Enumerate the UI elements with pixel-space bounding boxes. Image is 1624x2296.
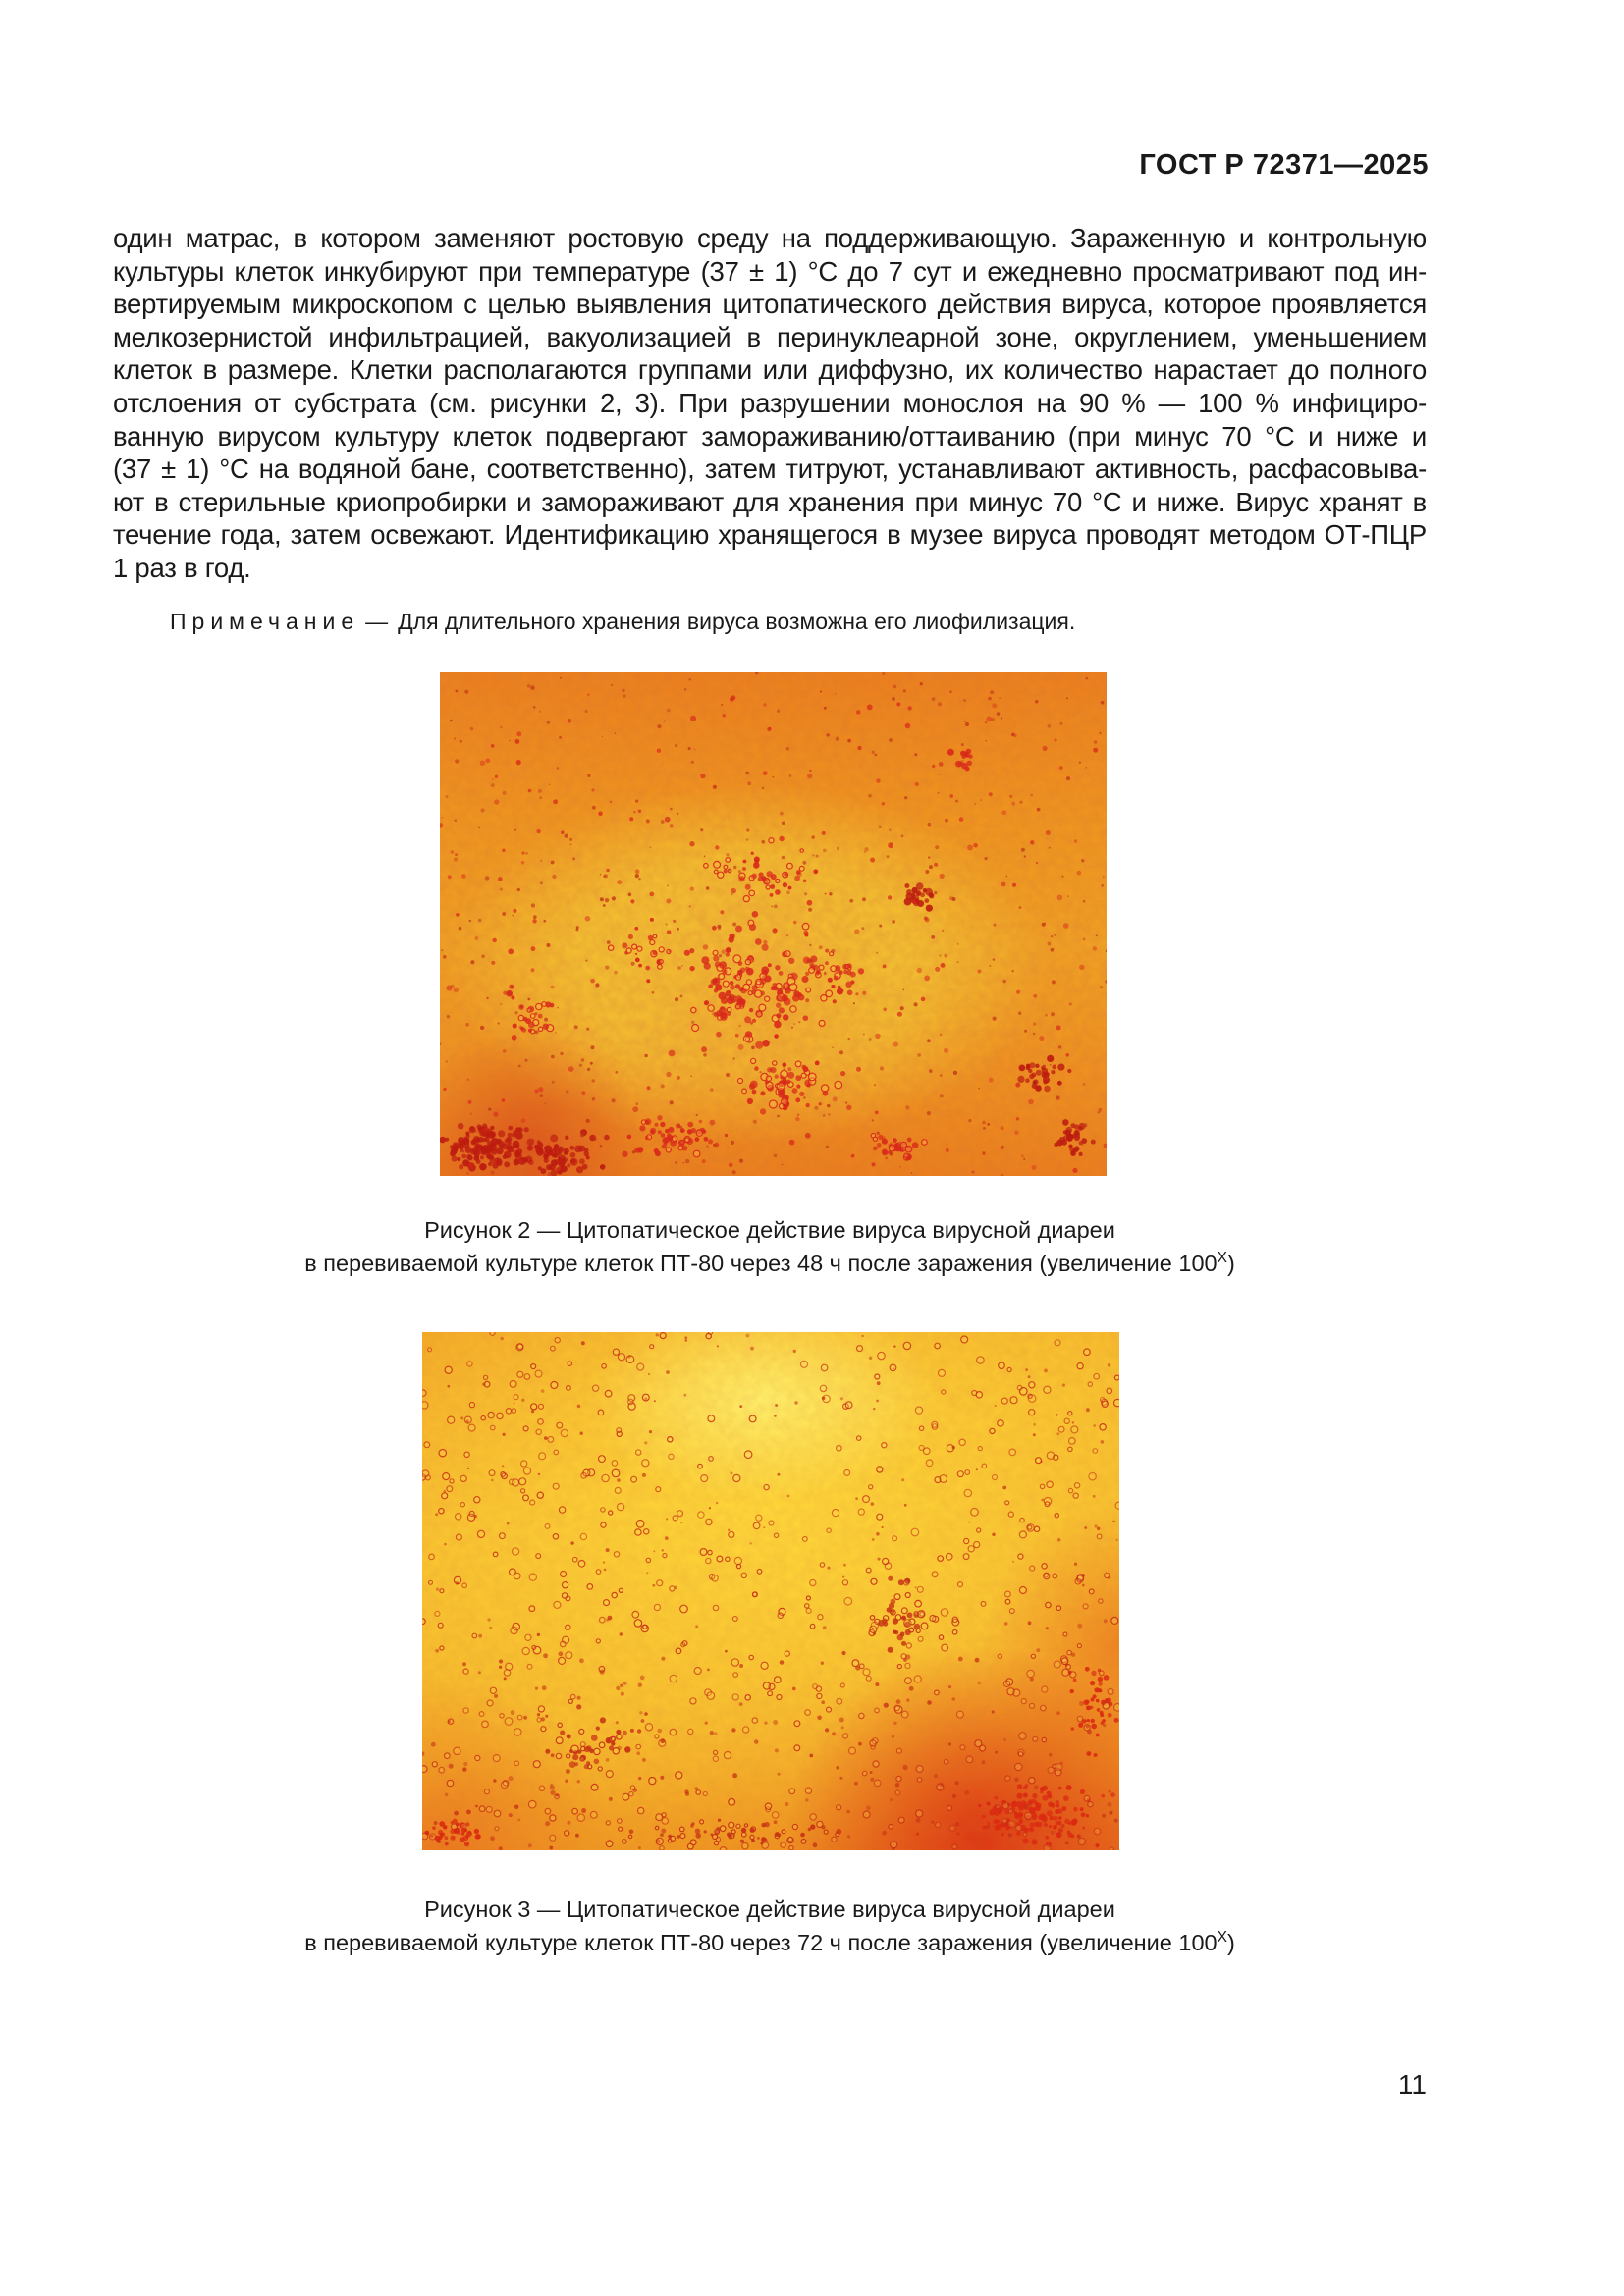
note-paragraph (113, 608, 1427, 635)
paragraph-line: один матрас, в котором заменяют ростовую среду на поддерживающую. Зараженную и контрольную (113, 223, 1427, 253)
figure-2-caption-line2: в перевиваемой культуре клеток ПТ-80 через 48 ч после заражения (увеличение $100^Х$) (304, 1250, 1235, 1276)
paragraph-line: (37 ± 1) °С на водяной бане, соответственно), затем титруют, устанавливают активность, расфасовыва- (113, 454, 1427, 485)
figure-3-caption (113, 1893, 1427, 1959)
paragraph-line: вертируемым микроскопом с целью выявления цитопатического действия вируса, которое проявляется (113, 289, 1427, 320)
paragraph-line: культуры клеток инкубируют при температуре (37 ± 1) °С до 7 сут и ежедневно просматривают под ин- (113, 255, 1427, 287)
magnification-superscript: Х (1217, 1929, 1227, 1947)
paragraph-line: мелкозернистой инфильтрацией, вакуолизацией в перинуклеарной зоне, округлением, уменьшением (113, 321, 1427, 352)
document-code-header: ГОСТ Р 72371—2025 (1139, 149, 1429, 181)
note-dash: — (365, 609, 389, 634)
paragraph-line: ют в стерильные криопробирки и замораживают для хранения при минус 70 °С и ниже. Вирус хранят в (113, 486, 1427, 517)
micrograph-figure-2 (440, 672, 1107, 1176)
paragraph-line: отслоения от субстрата (см. рисунки 2, 3). При разрушении монослоя на 90 % — 100 % инфициро- (113, 387, 1427, 418)
page-number: 11 (1397, 2069, 1427, 2100)
note-label: Примечание (170, 609, 360, 634)
magnification-superscript: Х (1217, 1250, 1227, 1267)
figure-2-caption-line1: Рисунок 2 — Цитопатическое действие вируса вирусной диареи (424, 1217, 1115, 1243)
paragraph-line: ванную вирусом культуру клеток подвергают замораживанию/оттаиванию (при минус 70 °С и ниже и (113, 420, 1427, 452)
figure-3-caption-line1: Рисунок 3 — Цитопатическое действие вируса вирусной диареи (424, 1896, 1115, 1922)
paragraph-line: клеток в размере. Клетки располагаются группами или диффузно, их количество нарастает до полного (113, 354, 1427, 386)
paragraph-line: течение года, затем освежают. Идентификацию хранящегося в музее вируса проводят методом ОТ-ПЦР (113, 519, 1427, 551)
figure-2-caption (113, 1213, 1427, 1280)
body-paragraph (113, 222, 1427, 585)
micrograph-figure-3 (422, 1332, 1119, 1850)
note-text: Для длительного хранения вируса возможна его лиофилизация. (398, 609, 1076, 634)
micrograph-texture (440, 672, 1107, 1176)
figure-3-caption-line2: в перевиваемой культуре клеток ПТ-80 через 72 ч после заражения (увеличение $100^Х$) (304, 1929, 1235, 1955)
paragraph-line: 1 раз в год. (113, 552, 251, 583)
micrograph-texture (422, 1332, 1119, 1850)
